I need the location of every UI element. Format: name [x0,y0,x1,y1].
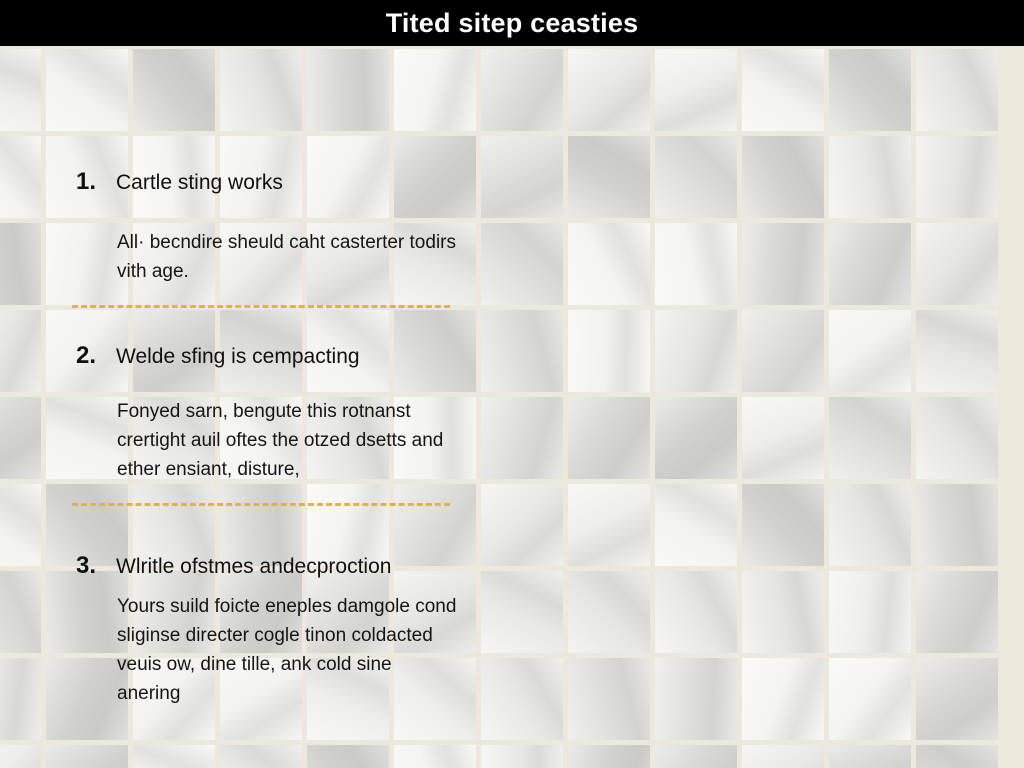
step-2-title: Welde sfing is cempacting [116,345,360,368]
step-3-title: Wlritle ofstmes andecproction [116,555,392,578]
section-divider-1 [72,305,450,308]
step-3-number: 3. [76,552,97,579]
step-1-body: All· becndire sheuld caht casterter todirs vith age. [117,232,456,282]
title-bar [0,0,1024,46]
step-2-body: Fonyed sarn, bengute this rotnanst crertight auil oftes the otzed dsetts and ether ensiant, disture, [117,401,444,480]
page-title: Tited sitep ceasties [385,7,639,38]
step-1-number: 1. [76,168,97,195]
step-2-number: 2. [76,342,97,369]
section-divider-2 [72,503,450,506]
step-3-body: Yours suild foicte eneples damgole cond sliginse directer cogle tinon coldacted veuis ow, dine tille, ank cold sine anering [117,596,457,704]
step-2-heading [76,342,360,370]
step-3-heading [76,552,391,580]
step-1-title: Cartle sting works [116,171,283,194]
step-1-heading [76,168,283,196]
